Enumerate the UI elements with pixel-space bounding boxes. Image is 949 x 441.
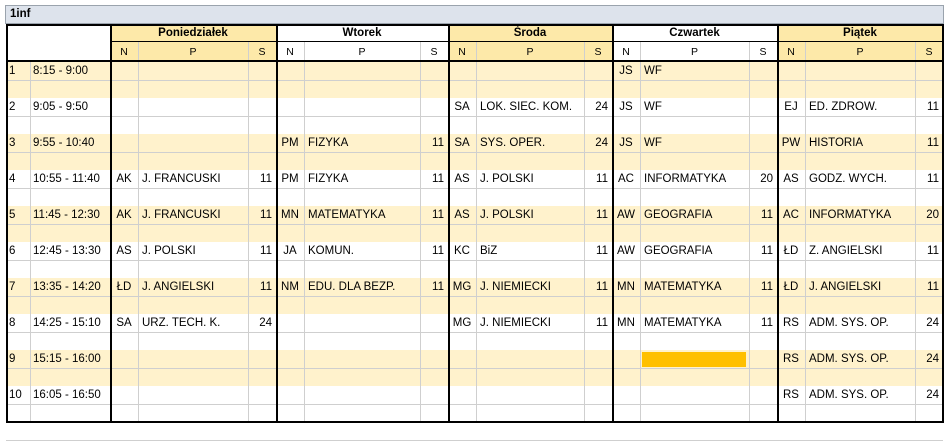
grid-line — [6, 188, 943, 189]
teacher-cell[interactable]: RS — [783, 389, 799, 401]
grid-line — [6, 368, 943, 369]
subheader-s: S — [258, 46, 266, 58]
teacher-cell[interactable]: AS — [116, 245, 132, 257]
room-cell[interactable]: 24 — [926, 317, 939, 329]
teacher-cell[interactable]: AS — [783, 173, 799, 185]
border — [6, 421, 943, 423]
teacher-cell[interactable]: AS — [454, 173, 470, 185]
teacher-cell[interactable]: AK — [116, 209, 132, 221]
teacher-cell[interactable]: MN — [617, 281, 635, 293]
subheader-p: P — [690, 46, 698, 58]
room-cell[interactable]: 24 — [595, 137, 608, 149]
subject-cell[interactable]: GODZ. WYCH. — [809, 173, 887, 185]
room-cell[interactable]: 11 — [432, 137, 444, 149]
room-cell[interactable]: 11 — [432, 173, 444, 185]
teacher-cell[interactable]: MG — [452, 317, 472, 329]
subheader-p: P — [358, 46, 366, 58]
room-cell[interactable]: 11 — [432, 281, 444, 293]
subject-cell[interactable]: GEOGRAFIA — [644, 245, 713, 257]
grid-line — [749, 42, 750, 422]
teacher-cell[interactable]: EJ — [784, 101, 798, 113]
subheader-n: N — [458, 46, 466, 58]
room-cell[interactable]: 20 — [760, 173, 773, 185]
subject-cell[interactable]: J. POLSKI — [142, 245, 196, 257]
teacher-cell[interactable]: MG — [452, 281, 472, 293]
grid-line — [476, 42, 477, 422]
teacher-cell[interactable]: JS — [619, 137, 633, 149]
subheader-p: P — [189, 46, 197, 58]
subject-cell[interactable]: LOK. SIEC. KOM. — [480, 101, 573, 113]
teacher-cell[interactable]: ŁD — [116, 281, 132, 293]
room-cell[interactable]: 11 — [596, 281, 608, 293]
teacher-cell[interactable]: PW — [781, 137, 801, 149]
subheader-s: S — [925, 46, 933, 58]
room-cell[interactable]: 11 — [761, 317, 773, 329]
subject-cell[interactable]: J. ANGIELSKI — [809, 281, 882, 293]
teacher-cell[interactable]: SA — [116, 317, 132, 329]
teacher-cell[interactable]: ŁD — [783, 281, 799, 293]
room-cell[interactable]: 11 — [927, 101, 939, 113]
subject-cell[interactable]: INFORMATYKA — [644, 173, 727, 185]
subject-cell[interactable]: Z. ANGIELSKI — [809, 245, 883, 257]
subheader-p: P — [856, 46, 864, 58]
grid-line — [584, 42, 585, 422]
grid-line — [6, 404, 943, 405]
lesson-number[interactable]: 9 — [9, 353, 16, 365]
teacher-cell[interactable]: AK — [116, 173, 132, 185]
teacher-cell[interactable]: SA — [454, 137, 470, 149]
lesson-number[interactable]: 1 — [9, 65, 16, 77]
teacher-cell[interactable]: KC — [454, 245, 470, 257]
subject-cell[interactable]: J. ANGIELSKI — [142, 281, 215, 293]
subject-cell[interactable]: BiZ — [480, 245, 498, 257]
teacher-cell[interactable]: PM — [281, 173, 299, 185]
grid-line — [138, 42, 139, 422]
room-cell[interactable]: 24 — [926, 353, 939, 365]
grid-line — [248, 42, 249, 422]
grid-line — [6, 152, 943, 153]
border — [448, 24, 450, 423]
teacher-cell[interactable]: AC — [783, 209, 799, 221]
grid-line — [640, 42, 641, 422]
border — [276, 24, 278, 423]
room-cell[interactable]: 11 — [260, 209, 272, 221]
subject-cell[interactable]: ADM. SYS. OP. — [809, 317, 889, 329]
border — [6, 60, 943, 62]
room-cell[interactable]: 11 — [596, 173, 608, 185]
teacher-cell[interactable]: JS — [619, 65, 633, 77]
room-cell[interactable]: 11 — [761, 245, 773, 257]
teacher-cell[interactable]: ŁD — [783, 245, 799, 257]
subject-cell[interactable]: ED. ZDROW. — [809, 101, 878, 113]
subheader-s: S — [759, 46, 767, 58]
subject-cell[interactable]: WF — [644, 137, 662, 149]
room-cell[interactable]: 11 — [596, 245, 608, 257]
subheader-s: S — [430, 46, 438, 58]
teacher-cell[interactable]: JA — [283, 245, 297, 257]
room-cell[interactable]: 11 — [260, 173, 272, 185]
room-cell[interactable]: 11 — [596, 317, 608, 329]
room-cell[interactable]: 11 — [596, 209, 608, 221]
lesson-number[interactable]: 10 — [9, 389, 22, 401]
teacher-cell[interactable]: AW — [616, 209, 636, 221]
subject-cell[interactable]: EDU. DLA BEZP. — [308, 281, 396, 293]
lesson-number[interactable]: 8 — [9, 317, 16, 329]
grid-line — [420, 42, 421, 422]
room-cell[interactable]: 20 — [926, 209, 939, 221]
subject-cell[interactable]: SYS. OPER. — [480, 137, 546, 149]
teacher-cell[interactable]: SA — [454, 101, 470, 113]
day-header[interactable]: Poniedziałek — [158, 27, 228, 39]
lesson-time[interactable]: 14:25 - 15:10 — [33, 317, 101, 329]
subject-cell[interactable]: FIZYKA — [308, 137, 349, 149]
subject-cell[interactable]: J. NIEMIECKI — [480, 317, 551, 329]
room-cell[interactable]: 11 — [260, 281, 272, 293]
lesson-time[interactable]: 13:35 - 14:20 — [33, 281, 101, 293]
grid-line — [6, 224, 943, 225]
subject-cell[interactable]: J. FRANCUSKI — [142, 209, 221, 221]
teacher-cell[interactable]: PM — [281, 137, 299, 149]
room-cell[interactable]: 24 — [595, 101, 608, 113]
teacher-cell[interactable]: AC — [618, 173, 634, 185]
lesson-time[interactable]: 11:45 - 12:30 — [33, 209, 100, 221]
subject-cell[interactable]: KOMUN. — [308, 245, 354, 257]
room-cell[interactable]: 11 — [260, 245, 272, 257]
subheader-n: N — [120, 46, 128, 58]
subject-cell[interactable]: ADM. SYS. OP. — [809, 353, 889, 365]
lesson-number[interactable]: 3 — [9, 137, 16, 149]
lesson-time[interactable]: 10:55 - 11:40 — [33, 173, 100, 185]
lesson-number[interactable]: 7 — [9, 281, 16, 293]
lesson-number[interactable]: 4 — [9, 173, 16, 185]
border — [6, 24, 8, 423]
room-cell[interactable]: 11 — [927, 281, 939, 293]
day-header[interactable]: Czwartek — [669, 27, 720, 39]
grid-line — [6, 80, 943, 81]
subject-cell[interactable]: J. POLSKI — [480, 209, 534, 221]
subject-cell[interactable]: MATEMATYKA — [644, 281, 722, 293]
grid-line — [6, 116, 943, 117]
subject-cell[interactable]: FIZYKA — [308, 173, 349, 185]
lesson-number[interactable]: 6 — [9, 245, 16, 257]
subject-cell[interactable]: WF — [644, 65, 662, 77]
border — [110, 41, 943, 42]
subject-cell[interactable]: HISTORIA — [809, 137, 864, 149]
day-header[interactable]: Środa — [513, 27, 547, 39]
teacher-cell[interactable]: AS — [454, 209, 470, 221]
grid-line — [805, 42, 806, 422]
room-cell[interactable]: 11 — [761, 281, 773, 293]
subject-cell[interactable]: MATEMATYKA — [308, 209, 386, 221]
border — [6, 24, 943, 26]
teacher-cell[interactable]: JS — [619, 101, 633, 113]
lesson-time[interactable]: 15:15 - 16:00 — [33, 353, 101, 365]
subheader-p: P — [526, 46, 534, 58]
teacher-cell[interactable]: MN — [281, 209, 299, 221]
grid-line — [6, 296, 943, 297]
day-header[interactable]: Wtorek — [342, 27, 382, 39]
room-cell[interactable]: 11 — [432, 209, 444, 221]
subject-cell[interactable]: INFORMATYKA — [809, 209, 892, 221]
teacher-cell[interactable]: MN — [617, 317, 635, 329]
subject-cell[interactable]: GEOGRAFIA — [644, 209, 713, 221]
subject-cell[interactable]: URZ. TECH. K. — [142, 317, 221, 329]
teacher-cell[interactable]: RS — [783, 317, 799, 329]
lesson-time[interactable]: 9:05 - 9:50 — [33, 101, 88, 113]
selected-cell[interactable] — [642, 352, 746, 367]
sheet-title[interactable]: 1inf — [5, 5, 944, 24]
subheader-s: S — [594, 46, 602, 58]
border — [110, 24, 112, 423]
subject-cell[interactable]: J. POLSKI — [480, 173, 534, 185]
subject-cell[interactable]: ADM. SYS. OP. — [809, 389, 889, 401]
room-cell[interactable]: 11 — [761, 209, 773, 221]
room-cell[interactable]: 11 — [432, 245, 444, 257]
subject-cell[interactable]: J. FRANCUSKI — [142, 173, 221, 185]
lesson-number[interactable]: 2 — [9, 101, 16, 113]
border — [612, 24, 614, 423]
room-cell[interactable]: 11 — [927, 173, 939, 185]
subject-cell[interactable]: MATEMATYKA — [644, 317, 722, 329]
grid-line — [6, 260, 943, 261]
grid-line — [30, 62, 31, 422]
lesson-time[interactable]: 12:45 - 13:30 — [33, 245, 101, 257]
lesson-time[interactable]: 8:15 - 9:00 — [33, 65, 88, 77]
subheader-n: N — [787, 46, 795, 58]
room-cell[interactable]: 24 — [926, 389, 939, 401]
lesson-time[interactable]: 16:05 - 16:50 — [33, 389, 101, 401]
border — [942, 24, 944, 423]
subject-cell[interactable]: J. NIEMIECKI — [480, 281, 551, 293]
room-cell[interactable]: 11 — [927, 245, 939, 257]
subject-cell[interactable]: WF — [644, 101, 662, 113]
teacher-cell[interactable]: RS — [783, 353, 799, 365]
room-cell[interactable]: 11 — [927, 137, 939, 149]
subheader-n: N — [622, 46, 630, 58]
subheader-n: N — [286, 46, 294, 58]
grid-line — [304, 42, 305, 422]
lesson-number[interactable]: 5 — [9, 209, 16, 221]
room-cell[interactable]: 24 — [259, 317, 272, 329]
teacher-cell[interactable]: NM — [281, 281, 299, 293]
teacher-cell[interactable]: AW — [616, 245, 636, 257]
lesson-time[interactable]: 9:55 - 10:40 — [33, 137, 95, 149]
day-header[interactable]: Piątek — [843, 27, 877, 39]
grid-line — [6, 332, 943, 333]
